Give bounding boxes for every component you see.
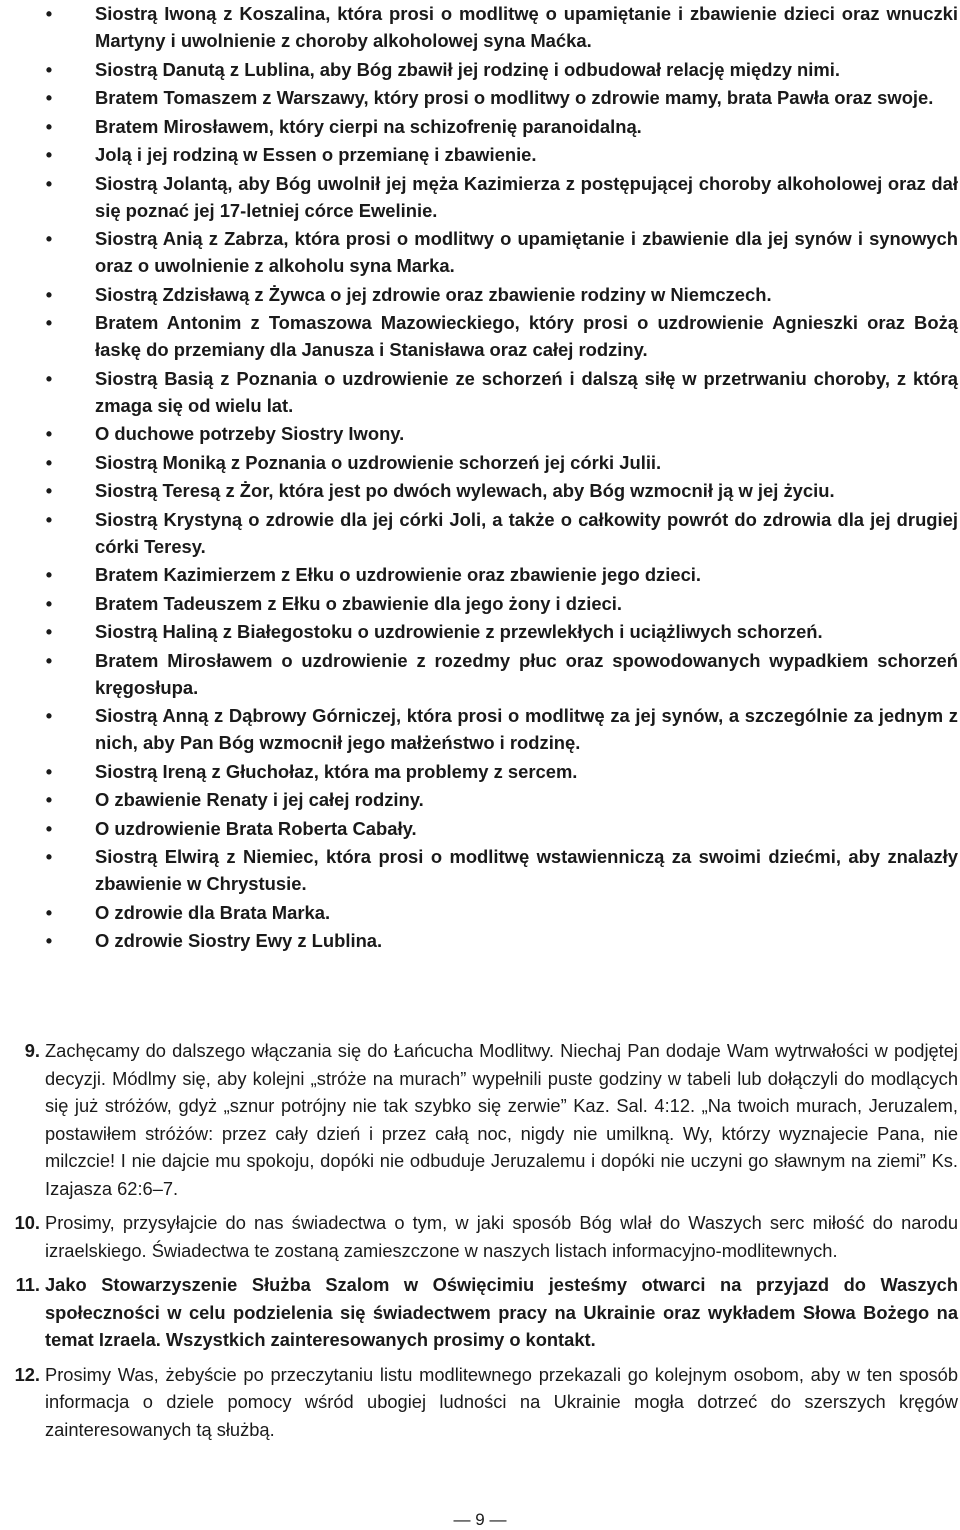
- list-item-text: O duchowe potrzeby Siostry Iwony.: [95, 423, 405, 444]
- list-item-text: Bratem Mirosławem, który cierpi na schizofrenię paranoidalną.: [95, 115, 642, 137]
- list-item-text: Siostrą Krystyną o zdrowie dla jej córki Joli, a także o całkowity powrót do zdrowia dla jej drugiej córki Teresy.: [95, 508, 958, 557]
- page-number: — 9 —: [453, 1510, 507, 1529]
- list-item: [0, 141, 960, 168]
- item-number: 9.: [24, 1040, 40, 1061]
- list-item-text: Siostrą Ireną z Głuchołaz, która ma problemy z sercem.: [95, 760, 578, 782]
- item-text: Jako Stowarzyszenie Służba Szalom w Oświęcimiu jesteśmy otwarci na przyjazd do Waszych społeczności w celu podzielenia się świadectwem pracy na Ukrainie oraz wykładem Słowa Bożego na temat Izraela. Wszystkich zainteresowanych prosimy o kontakt.: [45, 1274, 958, 1350]
- list-item: [0, 758, 960, 785]
- list-item: [0, 56, 960, 83]
- list-item: [0, 477, 960, 504]
- bullet-icon: •: [45, 817, 53, 839]
- bullet-icon: •: [45, 312, 53, 333]
- list-item-text: O zdrowie dla Brata Marka.: [95, 901, 331, 923]
- bullet-icon: •: [45, 846, 53, 867]
- list-item: [0, 281, 960, 308]
- bullet-icon: •: [45, 592, 53, 614]
- list-item-text: Bratem Mirosławem o uzdrowienie z rozedmy płuc oraz spowodowanych wypadkiem schorzeń kręgosłupa.: [95, 649, 958, 698]
- bullet-icon: •: [45, 508, 53, 530]
- bullet-icon: •: [45, 901, 53, 923]
- bullet-icon: •: [45, 87, 53, 108]
- list-item: [0, 113, 960, 140]
- bullet-icon: •: [45, 621, 53, 642]
- list-item: [0, 309, 960, 363]
- list-item-text: O uzdrowienie Brata Roberta Cabały.: [95, 817, 417, 839]
- list-item: [0, 702, 960, 756]
- list-item-text: Siostrą Moniką z Poznania o uzdrowienie schorzeń jej córki Julii.: [95, 451, 662, 473]
- bullet-icon: •: [45, 228, 53, 249]
- numbered-list: [0, 1037, 960, 1450]
- item-text: Prosimy Was, żebyście po przeczytaniu listu modlitewnego przekazali go kolejnym osobom, aby w ten sposób informacja o dziele pomocy wśród ubogiej ludności na Ukrainie mogła dotrzeć do szerszych kręgów zainteresowanych tą służbą.: [45, 1363, 958, 1440]
- numbered-item: [0, 1361, 960, 1444]
- list-item: [0, 927, 960, 954]
- list-item-text: Siostrą Jolantą, aby Bóg uwolnił jej męża Kazimierza z postępującej choroby alkoholowej oraz dał się poznać jej 17-letniej córce Ewelinie.: [95, 172, 958, 221]
- numbered-item: [0, 1037, 960, 1202]
- list-item: [0, 786, 960, 813]
- list-item: [0, 449, 960, 476]
- list-item-text: Siostrą Anną z Dąbrowy Górniczej, która prosi o modlitwę za jej synów, a szczególnie za jednym z nich, aby Pan Bóg wzmocnił jego małżeństwo i rodzinę.: [95, 705, 958, 753]
- list-item-text: Siostrą Haliną z Białegostoku o uzdrowienie z przewlekłych i uciążliwych schorzeń.: [95, 621, 823, 642]
- bullet-icon: •: [45, 930, 53, 951]
- item-number: 11.: [15, 1274, 40, 1295]
- list-item-text: O zbawienie Renaty i jej całej rodziny.: [95, 789, 424, 810]
- list-item: [0, 647, 960, 701]
- list-item: [0, 420, 960, 447]
- bullet-icon: •: [45, 451, 53, 473]
- bullet-icon: •: [45, 144, 53, 165]
- list-item: [0, 506, 960, 560]
- list-item-text: Siostrą Zdzisławą z Żywca o jej zdrowie oraz zbawienie rodziny w Niemczech.: [95, 283, 772, 305]
- numbered-item: [0, 1209, 960, 1264]
- item-number: 10.: [14, 1212, 40, 1233]
- bullet-icon: •: [45, 423, 53, 444]
- list-item: [0, 843, 960, 897]
- list-item-text: Siostrą Danutą z Lublina, aby Bóg zbawił jej rodzinę i odbudował relację między nimi.: [95, 58, 840, 80]
- list-item: [0, 0, 960, 54]
- bullet-icon: •: [45, 564, 53, 585]
- numbered-item: [0, 1271, 960, 1354]
- list-item: [0, 225, 960, 279]
- bullet-icon: •: [45, 760, 53, 782]
- list-item-text: Jolą i jej rodziną w Essen o przemianę i zbawienie.: [95, 144, 537, 165]
- list-item: [0, 590, 960, 617]
- list-item-text: Bratem Tadeuszem z Ełku o zbawienie dla jego żony i dzieci.: [95, 592, 622, 614]
- list-item-text: Siostrą Anią z Zabrza, która prosi o modlitwy o upamiętanie i zbawienie dla jej synów i synowych oraz o uwolnienie z alkoholu syna Marka.: [95, 228, 958, 276]
- bullet-icon: •: [45, 789, 53, 810]
- list-item-text: Bratem Tomaszem z Warszawy, który prosi o modlitwy o zdrowie mamy, brata Pawła oraz swoje.: [95, 87, 934, 108]
- list-item-text: Bratem Kazimierzem z Ełku o uzdrowienie oraz zbawienie jego dzieci.: [95, 564, 702, 585]
- list-item-text: Bratem Antonim z Tomaszowa Mazowieckiego, który prosi o uzdrowienie Agnieszki oraz Bożą łaskę do przemiany dla Janusza i Stanisława oraz całej rodziny.: [95, 312, 958, 360]
- item-text: Zachęcamy do dalszego włączania się do Łańcucha Modlitwy. Niechaj Pan dodaje Wam wytrwałości w podjętej decyzji. Módlmy się, aby kolejni „stróże na murach” wypełnili puste godziny w tabeli lub dołączyli do modlących się już stróżów, gdyż „sznur potrójny nie tak szybko się zerwie” Kaz. Sal. 4:12. „Na twoich murach, Jeruzalem, postawiłem stróżów: przez cały dzień i przez całą noc, nigdy nie umilkną. Wy, którzy wyznajecie Pana, nie milczcie! I nie dajcie mu spokoju, dopóki nie odbuduje Jeruzalemu i dopóki nie uczyni go sławnym na ziemi” Ks. Izajasza 62:6–7.: [45, 1040, 958, 1199]
- bullet-icon: •: [45, 172, 53, 194]
- list-item-text: Siostrą Teresą z Żor, która jest po dwóch wylewach, aby Bóg wzmocnił ją w jej życiu.: [95, 480, 835, 501]
- list-item: [0, 365, 960, 419]
- list-item: [0, 899, 960, 926]
- list-item-text: O zdrowie Siostry Ewy z Lublina.: [95, 930, 383, 951]
- bullet-icon: •: [45, 480, 53, 501]
- list-item: [0, 84, 960, 111]
- list-item: [0, 561, 960, 588]
- list-item: [0, 815, 960, 842]
- list-item: [0, 170, 960, 224]
- list-item: [0, 618, 960, 645]
- bullet-icon: •: [45, 58, 53, 80]
- list-item-text: Siostrą Elwirą z Niemiec, która prosi o modlitwę wstawienniczą za swoimi dziećmi, aby znalazły zbawienie w Chrystusie.: [95, 846, 958, 894]
- bullet-icon: •: [45, 367, 53, 389]
- list-item-text: Siostrą Basią z Poznania o uzdrowienie ze schorzeń i dalszą siłę w przetrwaniu choroby, z którą zmaga się od wielu lat.: [95, 367, 958, 416]
- bullet-icon: •: [45, 705, 53, 726]
- item-number: 12.: [14, 1363, 40, 1385]
- bullet-icon: •: [45, 115, 53, 137]
- bullet-icon: •: [45, 649, 53, 671]
- bullet-icon: •: [45, 3, 53, 24]
- list-item-text: Siostrą Iwoną z Koszalina, która prosi o modlitwę o upamiętanie i zbawienie dzieci oraz wnuczki Martyny i uwolnienie z choroby alkoholowej syna Maćka.: [95, 3, 958, 51]
- bullet-icon: •: [45, 283, 53, 305]
- item-text: Prosimy, przysyłajcie do nas świadectwa o tym, w jaki sposób Bóg wlał do Waszych serc miłość do narodu izraelskiego. Świadectwa te zostaną zamieszczone w naszych listach informacyjno-modlitewnych.: [45, 1212, 958, 1261]
